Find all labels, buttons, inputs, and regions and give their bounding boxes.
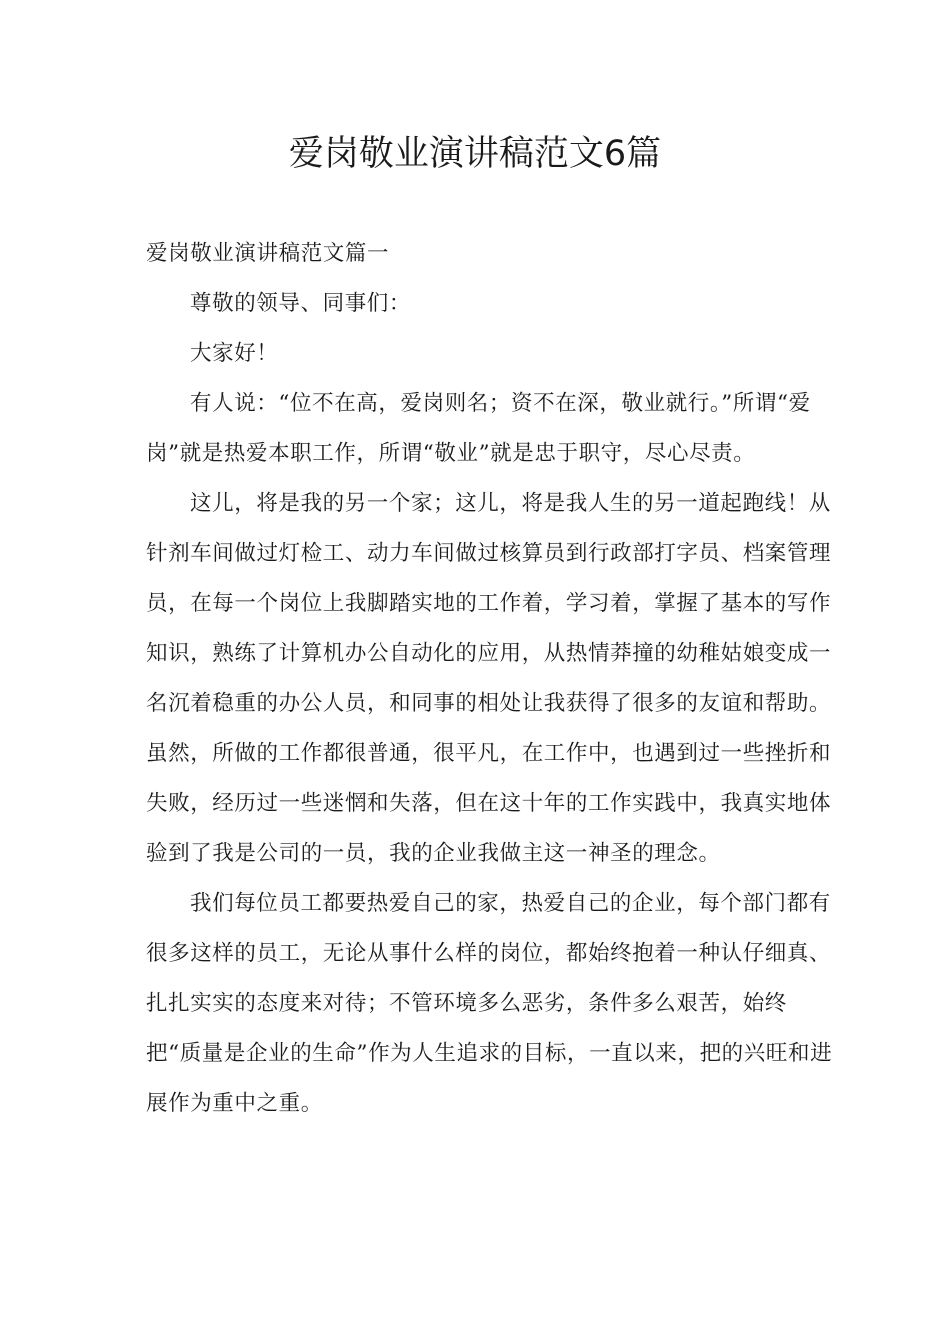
paragraph: 有人说：“位不在高，爱岗则名；资不在深，敬业就行。”所谓“爱岗”就是热爱本职工作，所谓“敬业”就是忠于职守，尽心尽责。	[146, 391, 811, 466]
salutation: 尊敬的领导、同事们：	[190, 291, 412, 316]
greeting: 大家好！	[190, 341, 279, 366]
paragraph: 我们每位员工都要热爱自己的家，热爱自己的企业，每个部门都有很多这样的员工，无论从事什么样的岗位，都始终抱着一种认仔细真、扎扎实实的态度来对待；不管环境多么恶劣，条件多么艰苦，始终把“质量是企业的生命”作为人生追求的目标，一直以来，把的兴旺和进展作为重中之重。	[146, 891, 833, 1116]
document-title: 爱岗敬业演讲稿范文6篇	[288, 134, 662, 174]
document-body	[146, 229, 836, 1129]
section-heading: 爱岗敬业演讲稿范文篇一	[146, 241, 390, 266]
paragraph: 这儿，将是我的另一个家；这儿，将是我人生的另一道起跑线！从针剂车间做过灯检工、动力车间做过核算员到行政部打字员、档案管理员，在每一个岗位上我脚踏实地的工作着，学习着，掌握了基本的写作知识，熟练了计算机办公自动化的应用，从热情莽撞的幼稚姑娘变成一名沉着稳重的办公人员，和同事的相处让我获得了很多的友谊和帮助。虽然，所做的工作都很普通，很平凡，在工作中，也遇到过一些挫折和失败，经历过一些迷惘和失落，但在这十年的工作实践中，我真实地体验到了我是公司的一员，我的企业我做主这一神圣的理念。	[146, 491, 832, 866]
